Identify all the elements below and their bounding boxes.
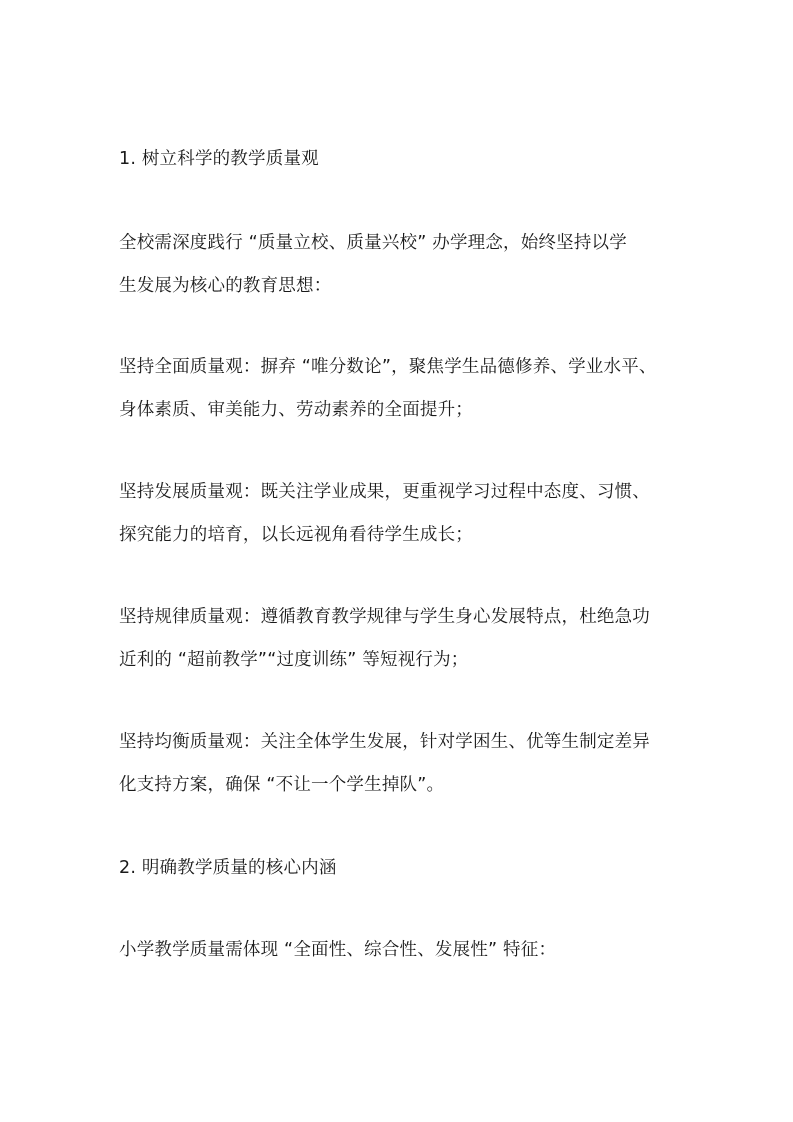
section2-intro-line1: 小学教学质量需体现 “全面性、综合性、发展性” 特征：	[119, 940, 557, 960]
section1-heading: 1. 树立科学的教学质量观	[119, 149, 319, 169]
point2-line2: 探究能力的培育，以长远视角看待学生成长；	[119, 525, 473, 545]
section1-intro-line1: 全校需深度践行 “质量立校、质量兴校” 办学理念，始终坚持以学	[119, 233, 627, 253]
point4-line2: 化支持方案，确保 “不让一个学生掉队”。	[119, 775, 445, 795]
point4-line1: 坚持均衡质量观：关注全体学生发展，针对学困生、优等生制定差异	[119, 732, 650, 752]
point1-line1: 坚持全面质量观：摒弃 “唯分数论”，聚焦学生品德修养、学业水平、	[119, 357, 657, 377]
point3-line2: 近利的 “超前教学”“过度训练” 等短视行为；	[119, 650, 469, 670]
point1-line2: 身体素质、审美能力、劳动素养的全面提升；	[119, 400, 473, 420]
point3-line1: 坚持规律质量观：遵循教育教学规律与学生身心发展特点，杜绝急功	[119, 607, 650, 627]
section1-intro-line2: 生发展为核心的教育思想：	[119, 276, 332, 296]
point2-line1: 坚持发展质量观：既关注学业成果，更重视学习过程中态度、习惯、	[119, 482, 650, 502]
section2-heading: 2. 明确教学质量的核心内涵	[119, 858, 337, 878]
